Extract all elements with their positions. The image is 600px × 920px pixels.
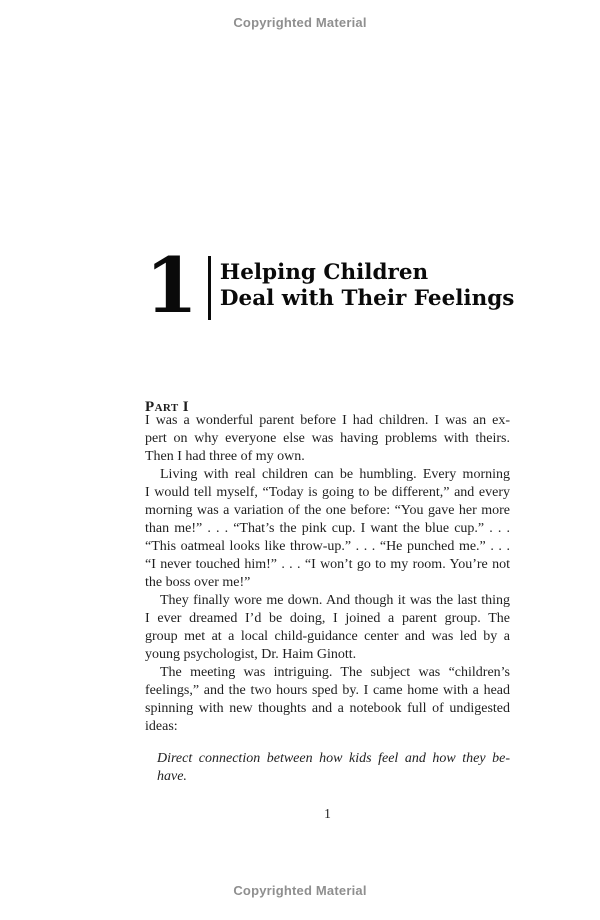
- text-line: I was a wonderful parent before I had children. I was an ex-: [145, 413, 510, 428]
- page-number: 1: [324, 806, 331, 821]
- chapter-title-line-1: Helping Children: [219, 260, 429, 285]
- text-line: Living with real children can be humbling. Every morning: [160, 467, 510, 482]
- chapter-title: [220, 254, 514, 312]
- copyright-banner-bottom: Copyrighted Material: [233, 883, 367, 898]
- text-line: young psychologist, Dr. Haim Ginott.: [145, 647, 357, 662]
- text-line: “This oatmeal looks like throw-up.” . . . “He punched me.” . . .: [145, 539, 510, 554]
- text-line: They finally wore me down. And though it was the last thing: [160, 593, 510, 608]
- paragraph: [145, 412, 510, 466]
- text-line: “I never touched him!” . . . “I won’t go to my room. You’re not: [145, 557, 510, 572]
- text-line: the boss over me!”: [145, 575, 251, 590]
- body-text: [145, 412, 510, 736]
- text-line: I would tell myself, “Today is going to be different,” and every: [145, 485, 510, 500]
- chapter-title-line-2: Deal with Their Feelings: [219, 286, 515, 311]
- text-line: I ever dreamed I’d be doing, I joined a parent group. The: [145, 611, 510, 626]
- paragraph: [145, 664, 510, 736]
- chapter-rule: [208, 256, 211, 320]
- text-line: group met at a local child-guidance center and was led by a: [145, 629, 510, 644]
- paragraph: [145, 592, 510, 664]
- section-heading: Part I: [145, 399, 189, 415]
- quote-line: have.: [157, 769, 187, 784]
- text-line: morning was a variation of the one before: “You gave her more: [145, 503, 510, 518]
- chapter-number: 1: [145, 241, 198, 330]
- text-line: pert on why everyone else was having problems with theirs.: [145, 431, 510, 446]
- paragraph: [145, 466, 510, 592]
- text-line: than me!” . . . “That’s the pink cup. I want the blue cup.” . . .: [145, 521, 510, 536]
- chapter-heading: [145, 241, 515, 330]
- text-line: feelings,” and the two hours sped by. I came home with a head: [145, 683, 510, 698]
- text-line: The meeting was intriguing. The subject was “children’s: [160, 665, 510, 680]
- text-line: Then I had three of my own.: [145, 449, 305, 464]
- text-line: spinning with new thoughts and a notebook full of undigested: [145, 701, 510, 716]
- text-line: ideas:: [145, 719, 178, 734]
- quote-block: [157, 750, 510, 786]
- copyright-banner-top: Copyrighted Material: [233, 15, 367, 30]
- quote-line: Direct connection between how kids feel and how they be-: [157, 751, 510, 766]
